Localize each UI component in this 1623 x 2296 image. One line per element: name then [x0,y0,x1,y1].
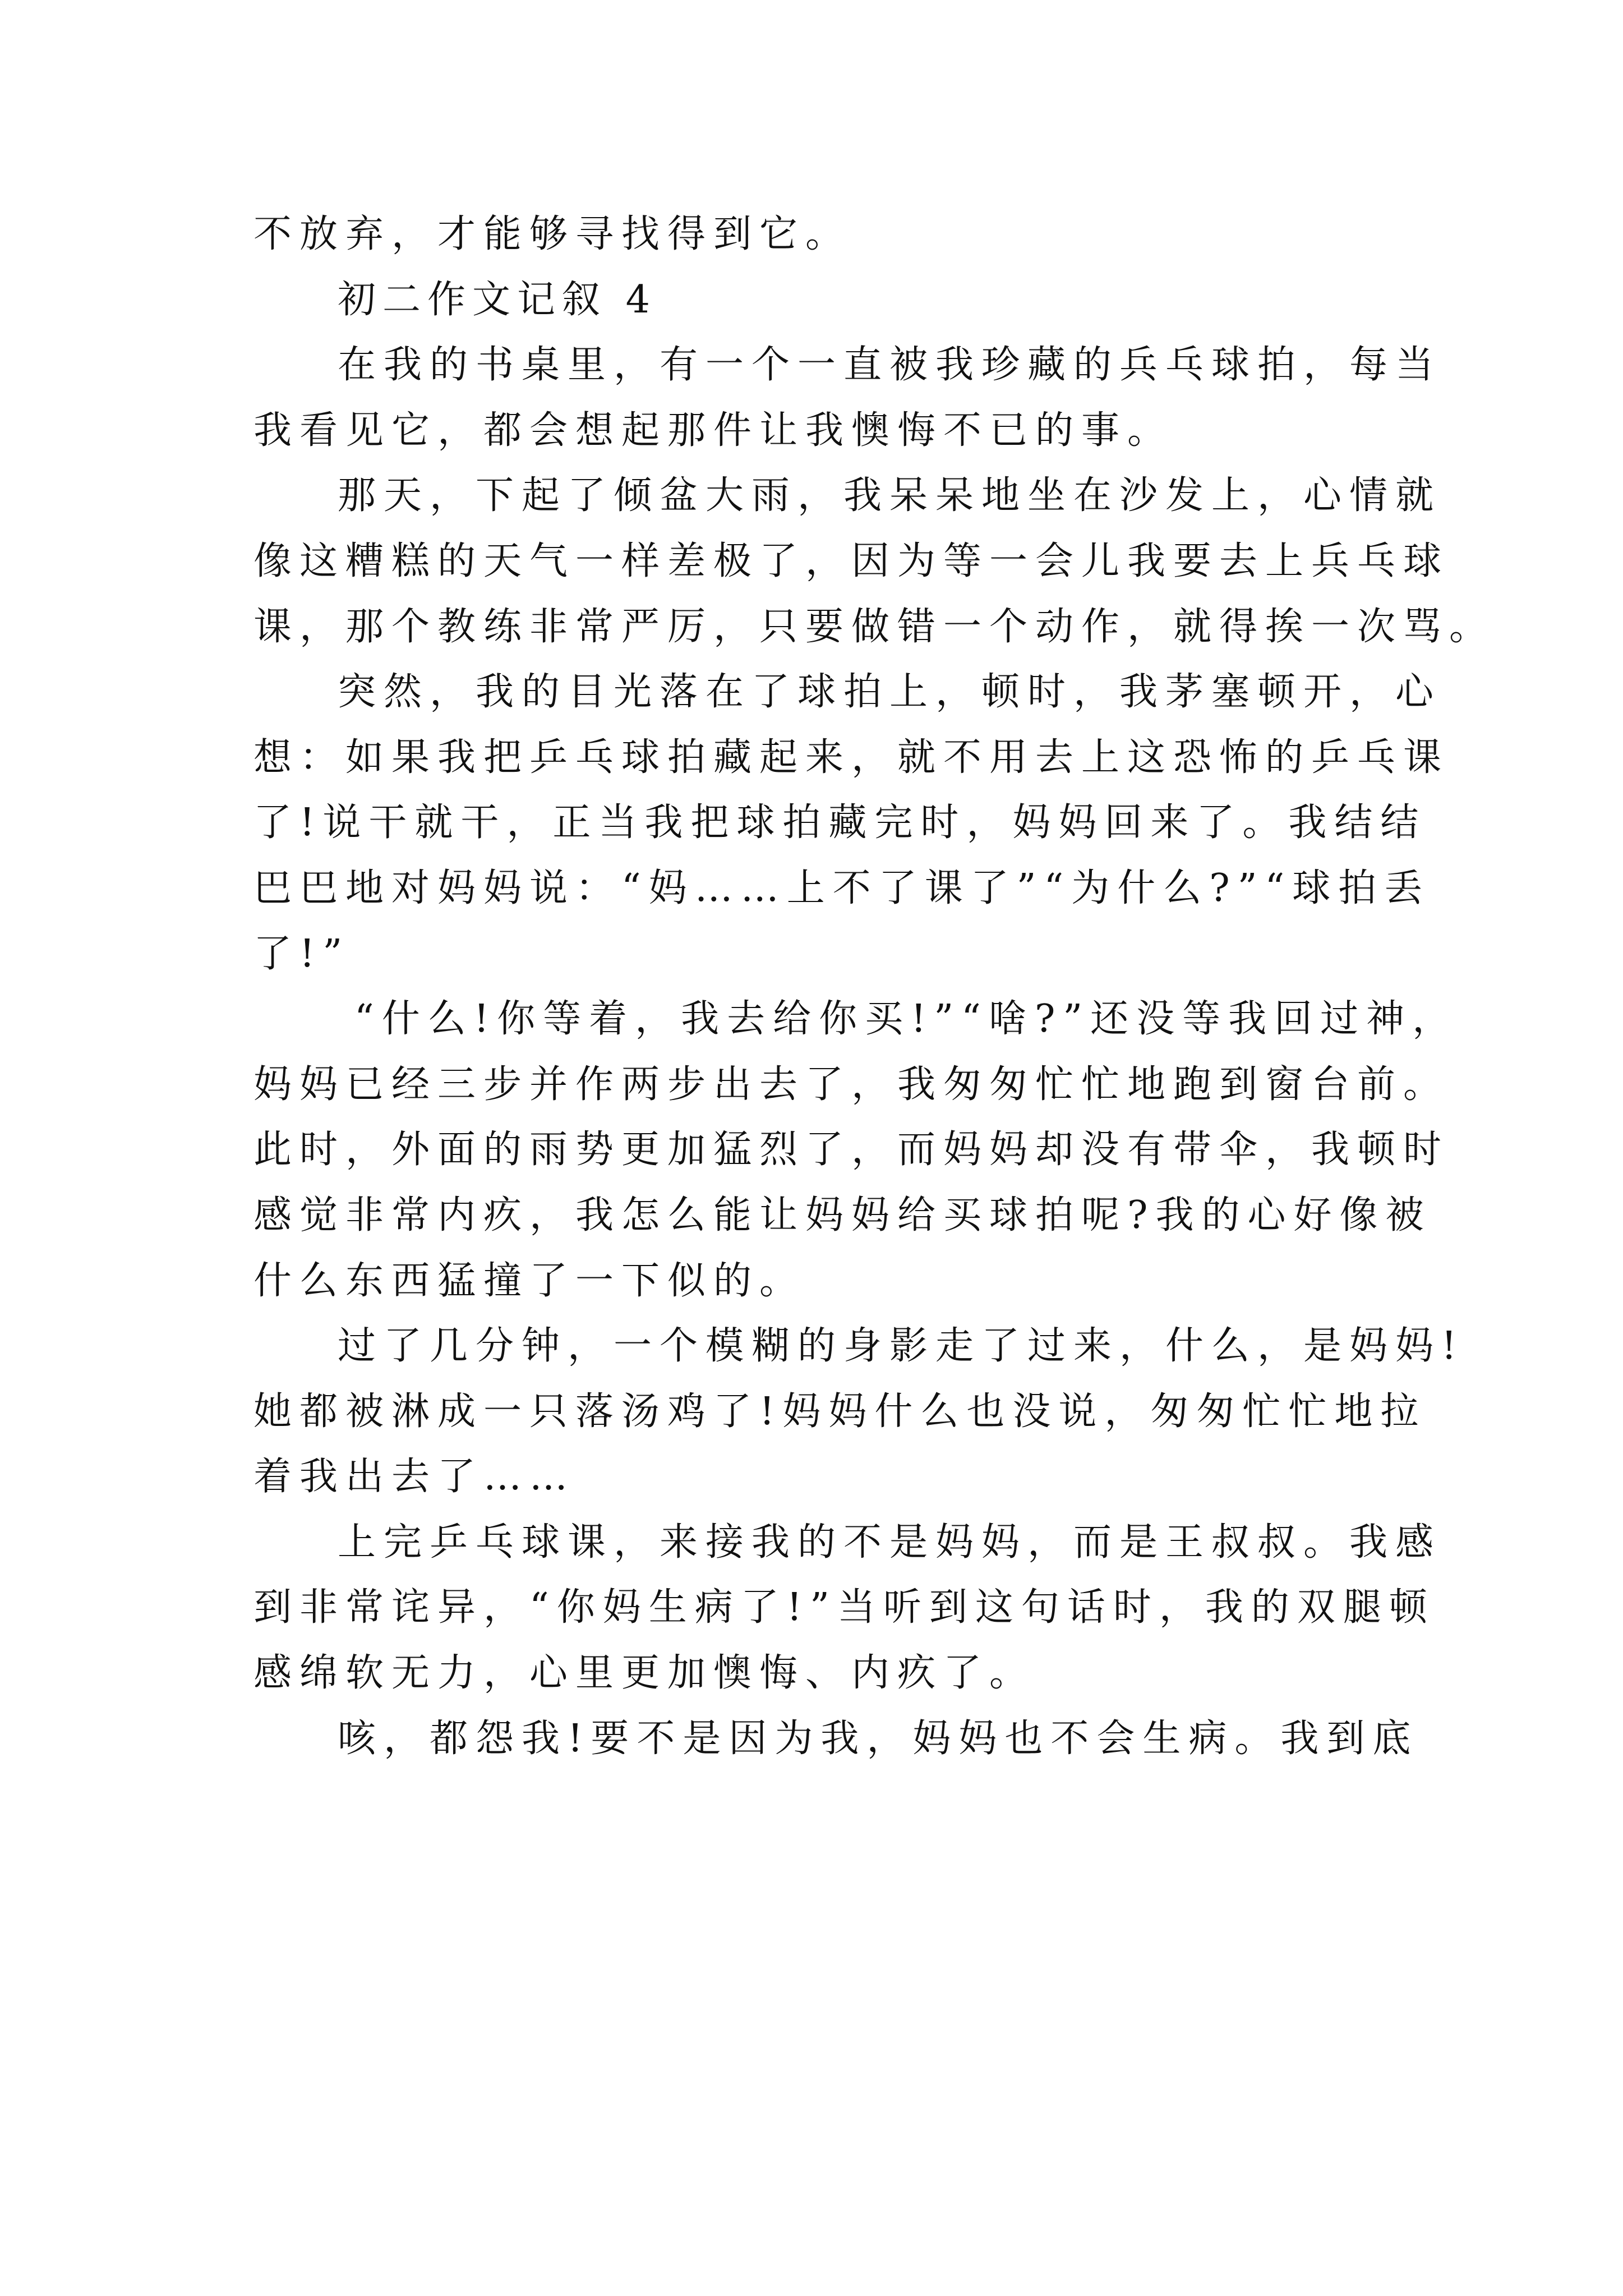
text-line: 想：如果我把乒乓球拍藏起来，就不用去上这恐怖的乒乓课 [253,735,1450,780]
text-line: 着我出去了…… [253,1455,576,1499]
paragraph-first-line: 过了几分钟，一个模糊的身影走了过来，什么，是妈妈! [338,1324,1465,1369]
paragraph-first-line: 上完乒乓球课，来接我的不是妈妈，而是王叔叔。我感 [338,1520,1442,1565]
text-line: 巴巴地对妈妈说：“妈……上不了课了”“为什么?”“球拍丢 [253,866,1431,910]
paragraph-first-line: 在我的书桌里，有一个一直被我珍藏的兵乓球拍，每当 [338,343,1442,388]
section-heading: 初二作文记叙 4 [338,277,657,322]
text-line: 感绵软无力，心里更加懊悔、内疚了。 [253,1651,1036,1696]
text-line: 不放弃，才能够寻找得到它。 [253,212,852,256]
text-line: 了!” [253,931,351,976]
paragraph-first-line: 突然，我的目光落在了球拍上，顿时，我茅塞顿开，心 [338,670,1442,715]
text-line: 妈妈已经三步并作两步出去了，我匆匆忙忙地跑到窗台前。 [253,1062,1450,1107]
text-line: 了!说干就干，正当我把球拍藏完时，妈妈回来了。我结结 [253,800,1427,845]
text-line: 课，那个教练非常严厉，只要做错一个动作，就得挨一次骂。 [253,604,1496,649]
paragraph-first-line: 那天，下起了倾盆大雨，我呆呆地坐在沙发上，心情就 [338,473,1442,518]
essay-body [253,202,1496,1772]
text-line: 此时，外面的雨势更加猛烈了，而妈妈却没有带伞，我顿时 [253,1128,1450,1172]
paragraph-first-line: 咳，都怨我!要不是因为我，妈妈也不会生病。我到底 [338,1716,1419,1761]
text-line: 像这糟糕的天气一样差极了，因为等一会儿我要去上兵乓球 [253,539,1450,583]
text-line: 感觉非常内疚，我怎么能让妈妈给买球拍呢?我的心好像被 [253,1193,1432,1237]
text-line: 到非常诧异，“你妈生病了!”当听到这句话时，我的双腿顿 [253,1585,1435,1630]
text-line: 她都被淋成一只落汤鸡了!妈妈什么也没说，匆匆忙忙地拉 [253,1389,1427,1434]
text-line: 什么东西猛撞了一下似的。 [253,1258,806,1303]
paragraph-first-line: “什么!你等着，我去给你买!”“啥?”还没等我回过神， [354,997,1459,1042]
text-line: 我看见它，都会想起那件让我懊悔不已的事。 [253,408,1174,453]
